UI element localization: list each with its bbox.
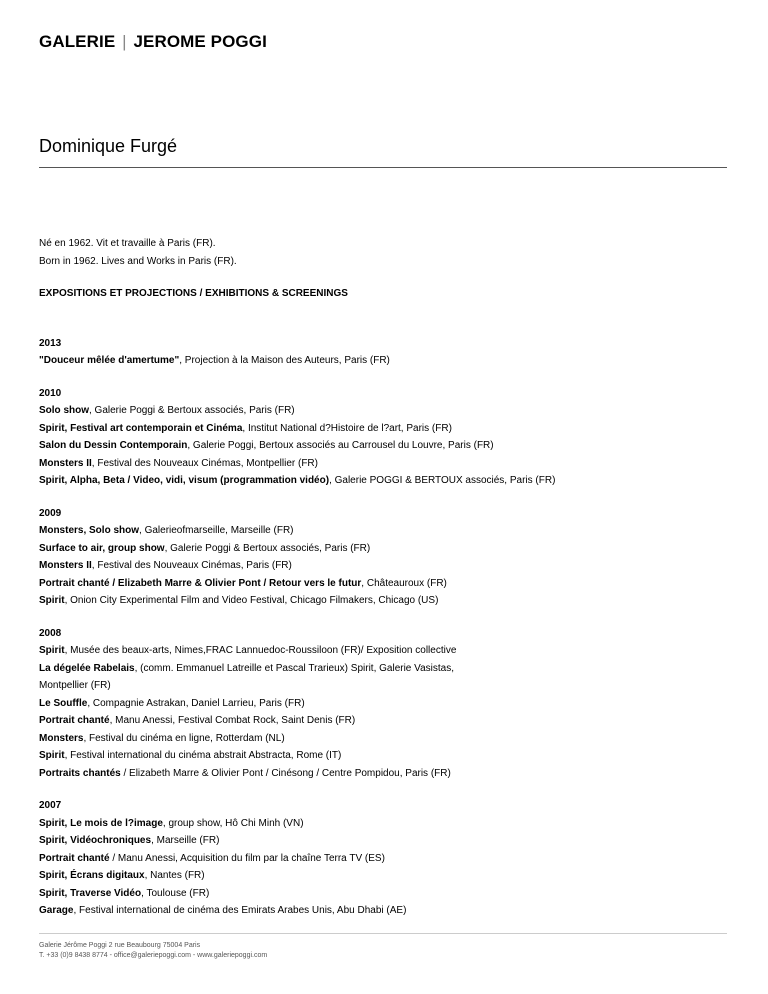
exhibition-details: , Festival des Nouveaux Cinémas, Paris (FR) bbox=[91, 560, 292, 571]
exhibition-details: , Nantes (FR) bbox=[144, 870, 205, 881]
exhibition-title: Spirit, Écrans digitaux bbox=[39, 870, 145, 881]
title-divider bbox=[39, 167, 727, 168]
exhibition-entry bbox=[39, 730, 729, 748]
exhibition-details: , (comm. Emmanuel Latreille et Pascal Trarieux) Spirit, Galerie Vasistas, bbox=[134, 662, 454, 674]
exhibition-entry bbox=[39, 902, 729, 920]
exhibition-title: Portraits chantés bbox=[39, 767, 121, 779]
footer bbox=[39, 941, 267, 961]
logo-jerome-poggi: JEROME POGGI bbox=[133, 32, 267, 51]
exhibition-title: Monsters, Solo show bbox=[39, 525, 140, 536]
exhibition-details: , Festival des Nouveaux Cinémas, Montpellier (FR) bbox=[91, 457, 318, 469]
year-heading: 2013 bbox=[39, 337, 62, 349]
exhibition-entry bbox=[39, 850, 729, 868]
exhibition-entry bbox=[39, 815, 729, 833]
exhibition-list bbox=[39, 335, 729, 920]
exhibition-entry bbox=[39, 557, 729, 575]
exhibition-title: Monsters bbox=[39, 732, 84, 744]
exhibition-title: Spirit, Traverse Vidéo bbox=[39, 887, 142, 899]
footer-divider bbox=[39, 933, 727, 934]
exhibition-details: , Galerieofmarseille, Marseille (FR) bbox=[139, 525, 294, 536]
exhibition-title: Le Souffle bbox=[39, 697, 88, 709]
logo-separator: | bbox=[122, 32, 127, 51]
footer-address: Galerie Jérôme Poggi 2 rue Beaubourg 75004 Paris bbox=[39, 942, 201, 949]
exhibition-details: , Galerie Poggi & Bertoux associés, Paris (FR) bbox=[89, 405, 295, 416]
exhibition-entry bbox=[39, 402, 729, 420]
exhibition-details: , Galerie POGGI & BERTOUX associés, Paris (FR) bbox=[329, 475, 556, 486]
exhibition-details: , Galerie Poggi, Bertoux associés au Carrousel du Louvre, Paris (FR) bbox=[187, 440, 494, 451]
exhibition-entry bbox=[39, 437, 729, 455]
exhibition-entry bbox=[39, 712, 729, 730]
exhibition-details: , Projection à la Maison des Auteurs, Paris (FR) bbox=[179, 355, 390, 366]
exhibition-title: Spirit, Le mois de l?image bbox=[39, 817, 163, 829]
exhibition-details: , Institut National d?Histoire de l?art, Paris (FR) bbox=[242, 422, 452, 434]
year-heading: 2008 bbox=[39, 627, 62, 639]
exhibition-entry bbox=[39, 695, 729, 713]
exhibition-details: , Manu Anessi, Festival Combat Rock, Saint Denis (FR) bbox=[109, 715, 356, 726]
exhibition-title: Spirit, Festival art contemporain et Cinéma bbox=[39, 422, 243, 434]
exhibition-details: , Toulouse (FR) bbox=[141, 887, 210, 899]
exhibition-title: Portrait chanté bbox=[39, 715, 110, 726]
exhibition-details: / Manu Anessi, Acquisition du film par la chaîne Terra TV (ES) bbox=[109, 852, 385, 864]
cv-content bbox=[39, 235, 729, 920]
exhibition-entry bbox=[39, 660, 729, 678]
exhibition-title: Spirit, Vidéochroniques bbox=[39, 835, 152, 846]
exhibition-title: Portrait chanté bbox=[39, 852, 110, 864]
exhibition-title: Solo show bbox=[39, 405, 89, 416]
gallery-logo[interactable] bbox=[39, 32, 267, 52]
exhibition-details: Montpellier (FR) bbox=[39, 680, 111, 691]
exhibition-entry bbox=[39, 867, 729, 885]
exhibition-details: / Elizabeth Marre & Olivier Pont / Cinésong / Centre Pompidou, Paris (FR) bbox=[120, 767, 451, 779]
exhibition-title: Monsters II bbox=[39, 457, 92, 469]
exhibition-entry bbox=[39, 522, 729, 540]
year-heading: 2009 bbox=[39, 507, 62, 519]
exhibition-entry bbox=[39, 885, 729, 903]
exhibition-entry bbox=[39, 455, 729, 473]
exhibition-details: , Festival du cinéma en ligne, Rotterdam (NL) bbox=[83, 732, 285, 744]
exhibition-entry bbox=[39, 352, 729, 370]
page-title: Dominique Furgé bbox=[39, 136, 178, 156]
exhibition-details: , Galerie Poggi & Bertoux associés, Paris (FR) bbox=[164, 542, 371, 554]
exhibition-details: , group show, Hô Chi Minh (VN) bbox=[162, 817, 304, 829]
exhibition-title: Portrait chanté / Elizabeth Marre & Olivier Pont / Retour vers le futur bbox=[39, 577, 362, 589]
exhibition-entry bbox=[39, 747, 729, 765]
exhibition-title: Spirit, Alpha, Beta / Video, vidi, visum (programmation vidéo) bbox=[39, 475, 330, 486]
exhibition-details: , Compagnie Astrakan, Daniel Larrieu, Paris (FR) bbox=[87, 697, 305, 709]
exhibition-entry bbox=[39, 575, 729, 593]
exhibition-entry bbox=[39, 472, 729, 490]
bio-fr: Né en 1962. Vit et travaille à Paris (FR). bbox=[39, 238, 216, 249]
section-heading: EXPOSITIONS ET PROJECTIONS / EXHIBITIONS & SCREENINGS bbox=[39, 288, 348, 299]
exhibition-title: Garage bbox=[39, 905, 74, 916]
exhibition-entry bbox=[39, 540, 729, 558]
exhibition-entry bbox=[39, 765, 729, 783]
exhibition-title: Spirit bbox=[39, 645, 65, 656]
exhibition-title: La dégelée Rabelais bbox=[39, 662, 135, 674]
exhibition-details: , Marseille (FR) bbox=[151, 835, 220, 846]
exhibition-details: , Châteauroux (FR) bbox=[361, 577, 447, 589]
exhibition-details: , Onion City Experimental Film and Video Festival, Chicago Filmakers, Chicago (US) bbox=[64, 595, 439, 606]
bio-en: Born in 1962. Lives and Works in Paris (FR). bbox=[39, 255, 237, 267]
exhibition-entry bbox=[39, 677, 729, 695]
exhibition-title: Spirit bbox=[39, 595, 65, 606]
exhibition-title: Salon du Dessin Contemporain bbox=[39, 440, 188, 451]
exhibition-details: , Festival international du cinéma abstrait Abstracta, Rome (IT) bbox=[64, 750, 342, 761]
footer-contact: T. +33 (0)9 8438 8774 - office@galeriepoggi.com - www.galeriepoggi.com bbox=[39, 952, 268, 959]
exhibition-title: Spirit bbox=[39, 750, 65, 761]
exhibition-title: Monsters II bbox=[39, 560, 92, 571]
year-heading: 2010 bbox=[39, 387, 62, 399]
exhibition-entry bbox=[39, 420, 729, 438]
year-heading: 2007 bbox=[39, 800, 62, 811]
exhibition-title: Surface to air, group show bbox=[39, 542, 165, 554]
exhibition-details: , Festival international de cinéma des Emirats Arabes Unis, Abu Dhabi (AE) bbox=[73, 905, 407, 916]
exhibition-entry bbox=[39, 592, 729, 610]
logo-galerie: GALERIE bbox=[39, 32, 116, 51]
exhibition-title: "Douceur mêlée d'amertume" bbox=[39, 355, 180, 366]
exhibition-entry bbox=[39, 642, 729, 660]
exhibition-details: , Musée des beaux-arts, Nimes,FRAC Lannuedoc-Roussiloon (FR)/ Exposition collective bbox=[64, 645, 457, 656]
exhibition-entry bbox=[39, 832, 729, 850]
